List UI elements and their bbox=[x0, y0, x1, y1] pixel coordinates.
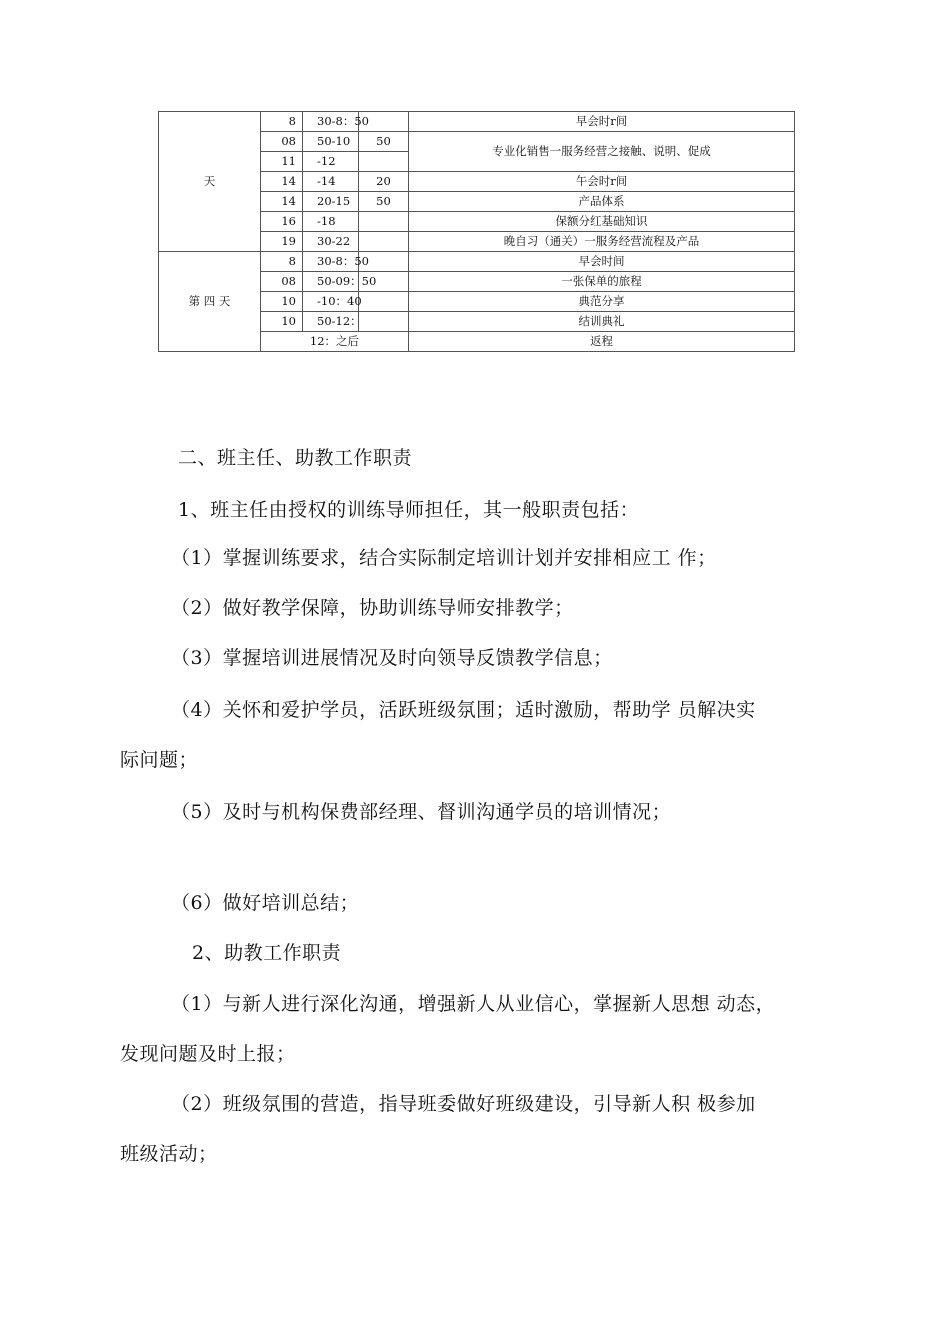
time-suffix bbox=[359, 312, 409, 332]
time-minutes: 20-15 bbox=[303, 192, 359, 212]
activity: 早会时r间 bbox=[409, 112, 795, 132]
time-minutes: -18 bbox=[303, 212, 359, 232]
list-item-continuation: 际问题； bbox=[120, 749, 199, 771]
activity: 产品体系 bbox=[409, 192, 795, 212]
time-suffix: 20 bbox=[359, 172, 409, 192]
activity: 典范分享 bbox=[409, 292, 795, 312]
list-item: （1）掌握训练要求，结合实际制定培训计划并安排相应工 作； bbox=[171, 547, 717, 569]
time-hour: 19 bbox=[261, 232, 303, 252]
activity: 结训典礼 bbox=[409, 312, 795, 332]
time-hour: 14 bbox=[261, 172, 303, 192]
time-suffix bbox=[359, 292, 409, 312]
time-minutes: 50-09：50 bbox=[303, 272, 359, 292]
day-label: 天 bbox=[159, 112, 261, 252]
paragraph-assistant: 2、助教工作职责 bbox=[192, 942, 342, 964]
list-item-continuation: 班级活动； bbox=[120, 1143, 218, 1165]
list-item: （4）关怀和爱护学员，活跃班级氛围；适时激励，帮助学 员解决实 bbox=[171, 699, 756, 721]
list-item: （1）与新人进行深化沟通，增强新人从业信心，掌握新人思想 动态， bbox=[171, 993, 776, 1015]
activity: 返程 bbox=[409, 332, 795, 352]
time-hour: 16 bbox=[261, 212, 303, 232]
time-hour: 08 bbox=[261, 132, 303, 152]
table-row bbox=[159, 252, 795, 272]
section-heading: 二、班主任、助教工作职责 bbox=[178, 447, 413, 469]
time-suffix bbox=[359, 212, 409, 232]
activity: 午会时r间 bbox=[409, 172, 795, 192]
list-item: （6）做好培训总结； bbox=[171, 892, 360, 914]
list-item-continuation: 发现问题及时上报； bbox=[120, 1043, 296, 1065]
time-minutes: -14 bbox=[303, 172, 359, 192]
day-label: 第 四 天 bbox=[159, 252, 261, 352]
activity: 晚自习（通关）一服务经营流程及产品 bbox=[409, 232, 795, 252]
activity: 专业化销售一服务经营之接触、说明、促成 bbox=[409, 132, 795, 172]
activity: 一张保单的旅程 bbox=[409, 272, 795, 292]
list-item: （2）班级氛围的营造，指导班委做好班级建设，引导新人积 极参加 bbox=[171, 1093, 756, 1115]
time-minutes: 50-12： bbox=[303, 312, 359, 332]
time-minutes: 30-8：50 bbox=[303, 112, 359, 132]
time-suffix: 50 bbox=[359, 132, 409, 152]
time-minutes: 30-8：50 bbox=[303, 252, 359, 272]
schedule-table bbox=[158, 111, 795, 352]
time-suffix bbox=[359, 232, 409, 252]
list-item: （5）及时与机构保费部经理、督训沟通学员的培训情况； bbox=[171, 801, 672, 823]
time-minutes: -12 bbox=[303, 152, 359, 172]
time-suffix: 50 bbox=[359, 192, 409, 212]
time-hour: 08 bbox=[261, 272, 303, 292]
time-range: 12：之后 bbox=[261, 332, 409, 352]
time-hour: 10 bbox=[261, 312, 303, 332]
time-suffix bbox=[359, 152, 409, 172]
time-minutes: -10：40 bbox=[303, 292, 359, 312]
time-hour: 14 bbox=[261, 192, 303, 212]
table-row bbox=[159, 112, 795, 132]
time-hour: 10 bbox=[261, 292, 303, 312]
time-minutes: 30-22 bbox=[303, 232, 359, 252]
time-minutes: 50-10 bbox=[303, 132, 359, 152]
activity: 保额分红基础知识 bbox=[409, 212, 795, 232]
paragraph-head-teacher: 1、班主任由授权的训练导师担任，其一般职责包括： bbox=[178, 499, 640, 521]
time-hour: 11 bbox=[261, 152, 303, 172]
list-item: （2）做好教学保障，协助训练导师安排教学； bbox=[171, 597, 574, 619]
activity: 早会时间 bbox=[409, 252, 795, 272]
time-hour: 8 bbox=[261, 252, 303, 272]
list-item: （3）掌握培训进展情况及时向领导反馈教学信息； bbox=[171, 647, 613, 669]
time-hour: 8 bbox=[261, 112, 303, 132]
